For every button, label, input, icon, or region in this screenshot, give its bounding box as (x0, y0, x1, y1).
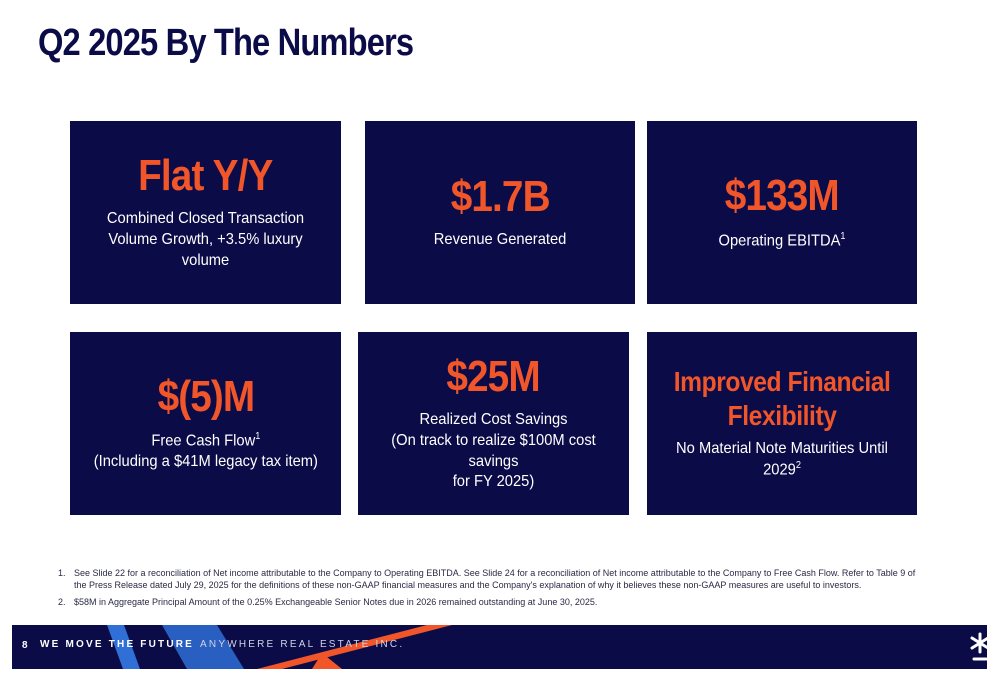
metric-value: Flat Y/Y (138, 151, 273, 201)
metric-description: No Material Note Maturities Until 2029$^2$ (676, 439, 888, 479)
footnotes (58, 567, 918, 613)
metric-value: Improved Financial Flexibility (673, 366, 891, 432)
metric-card-ebitda (647, 121, 917, 304)
metric-card-cost-savings (358, 332, 629, 515)
metric-description: Combined Closed Transaction Volume Growth, +3.5% luxury volume (106, 210, 305, 269)
metric-description: Realized Cost Savings (On track to realize $100M cost savings for FY 2025) (391, 411, 596, 491)
footnote-marker: 2 (795, 460, 801, 472)
page-number: 8 (22, 640, 28, 651)
footer-tagline: WE MOVE THE FUTURE ANYWHERE REAL ESTATE INC. (40, 639, 405, 650)
footnote-item: 1. See Slide 22 for a reconciliation of Net income attributable to the Company to Operating EBITDA. See Slide 24 for a reconciliation of Net income attributable to the Company to Free Cash Flow. Refer to Table 9 of the Press Release dated July 29, 2025 for the definitions of these non-GAAP financial measures and the Company's explanation of why it believes these non-GAAP measures are useful to investors. (58, 568, 916, 591)
metric-card-volume (70, 121, 341, 304)
footnote-marker: 1 (254, 431, 260, 443)
metric-value: $25M (446, 351, 541, 401)
metric-card-revenue (365, 121, 635, 304)
metric-description: Revenue Generated (433, 231, 567, 249)
metric-card-financial-flexibility (647, 332, 917, 515)
metric-description: Operating EBITDA$^1$ (718, 230, 846, 249)
footer-banner (12, 625, 987, 669)
metric-description: Free Cash Flow$^1$ (Including a $41M legacy tax item) (93, 431, 318, 471)
page-title: Q2 2025 By The Numbers (38, 22, 414, 64)
metric-value: $1.7B (450, 172, 550, 221)
metric-value: $(5)M (157, 371, 254, 421)
footnote-item: 2. $58M in Aggregate Principal Amount of the 0.25% Exchangeable Senior Notes due in 2026 remained outstanding at June 30, 2025. (58, 597, 598, 608)
metric-card-free-cash-flow (70, 332, 341, 515)
footnote-marker: 1 (840, 230, 846, 242)
metric-value: $133M (724, 171, 839, 221)
